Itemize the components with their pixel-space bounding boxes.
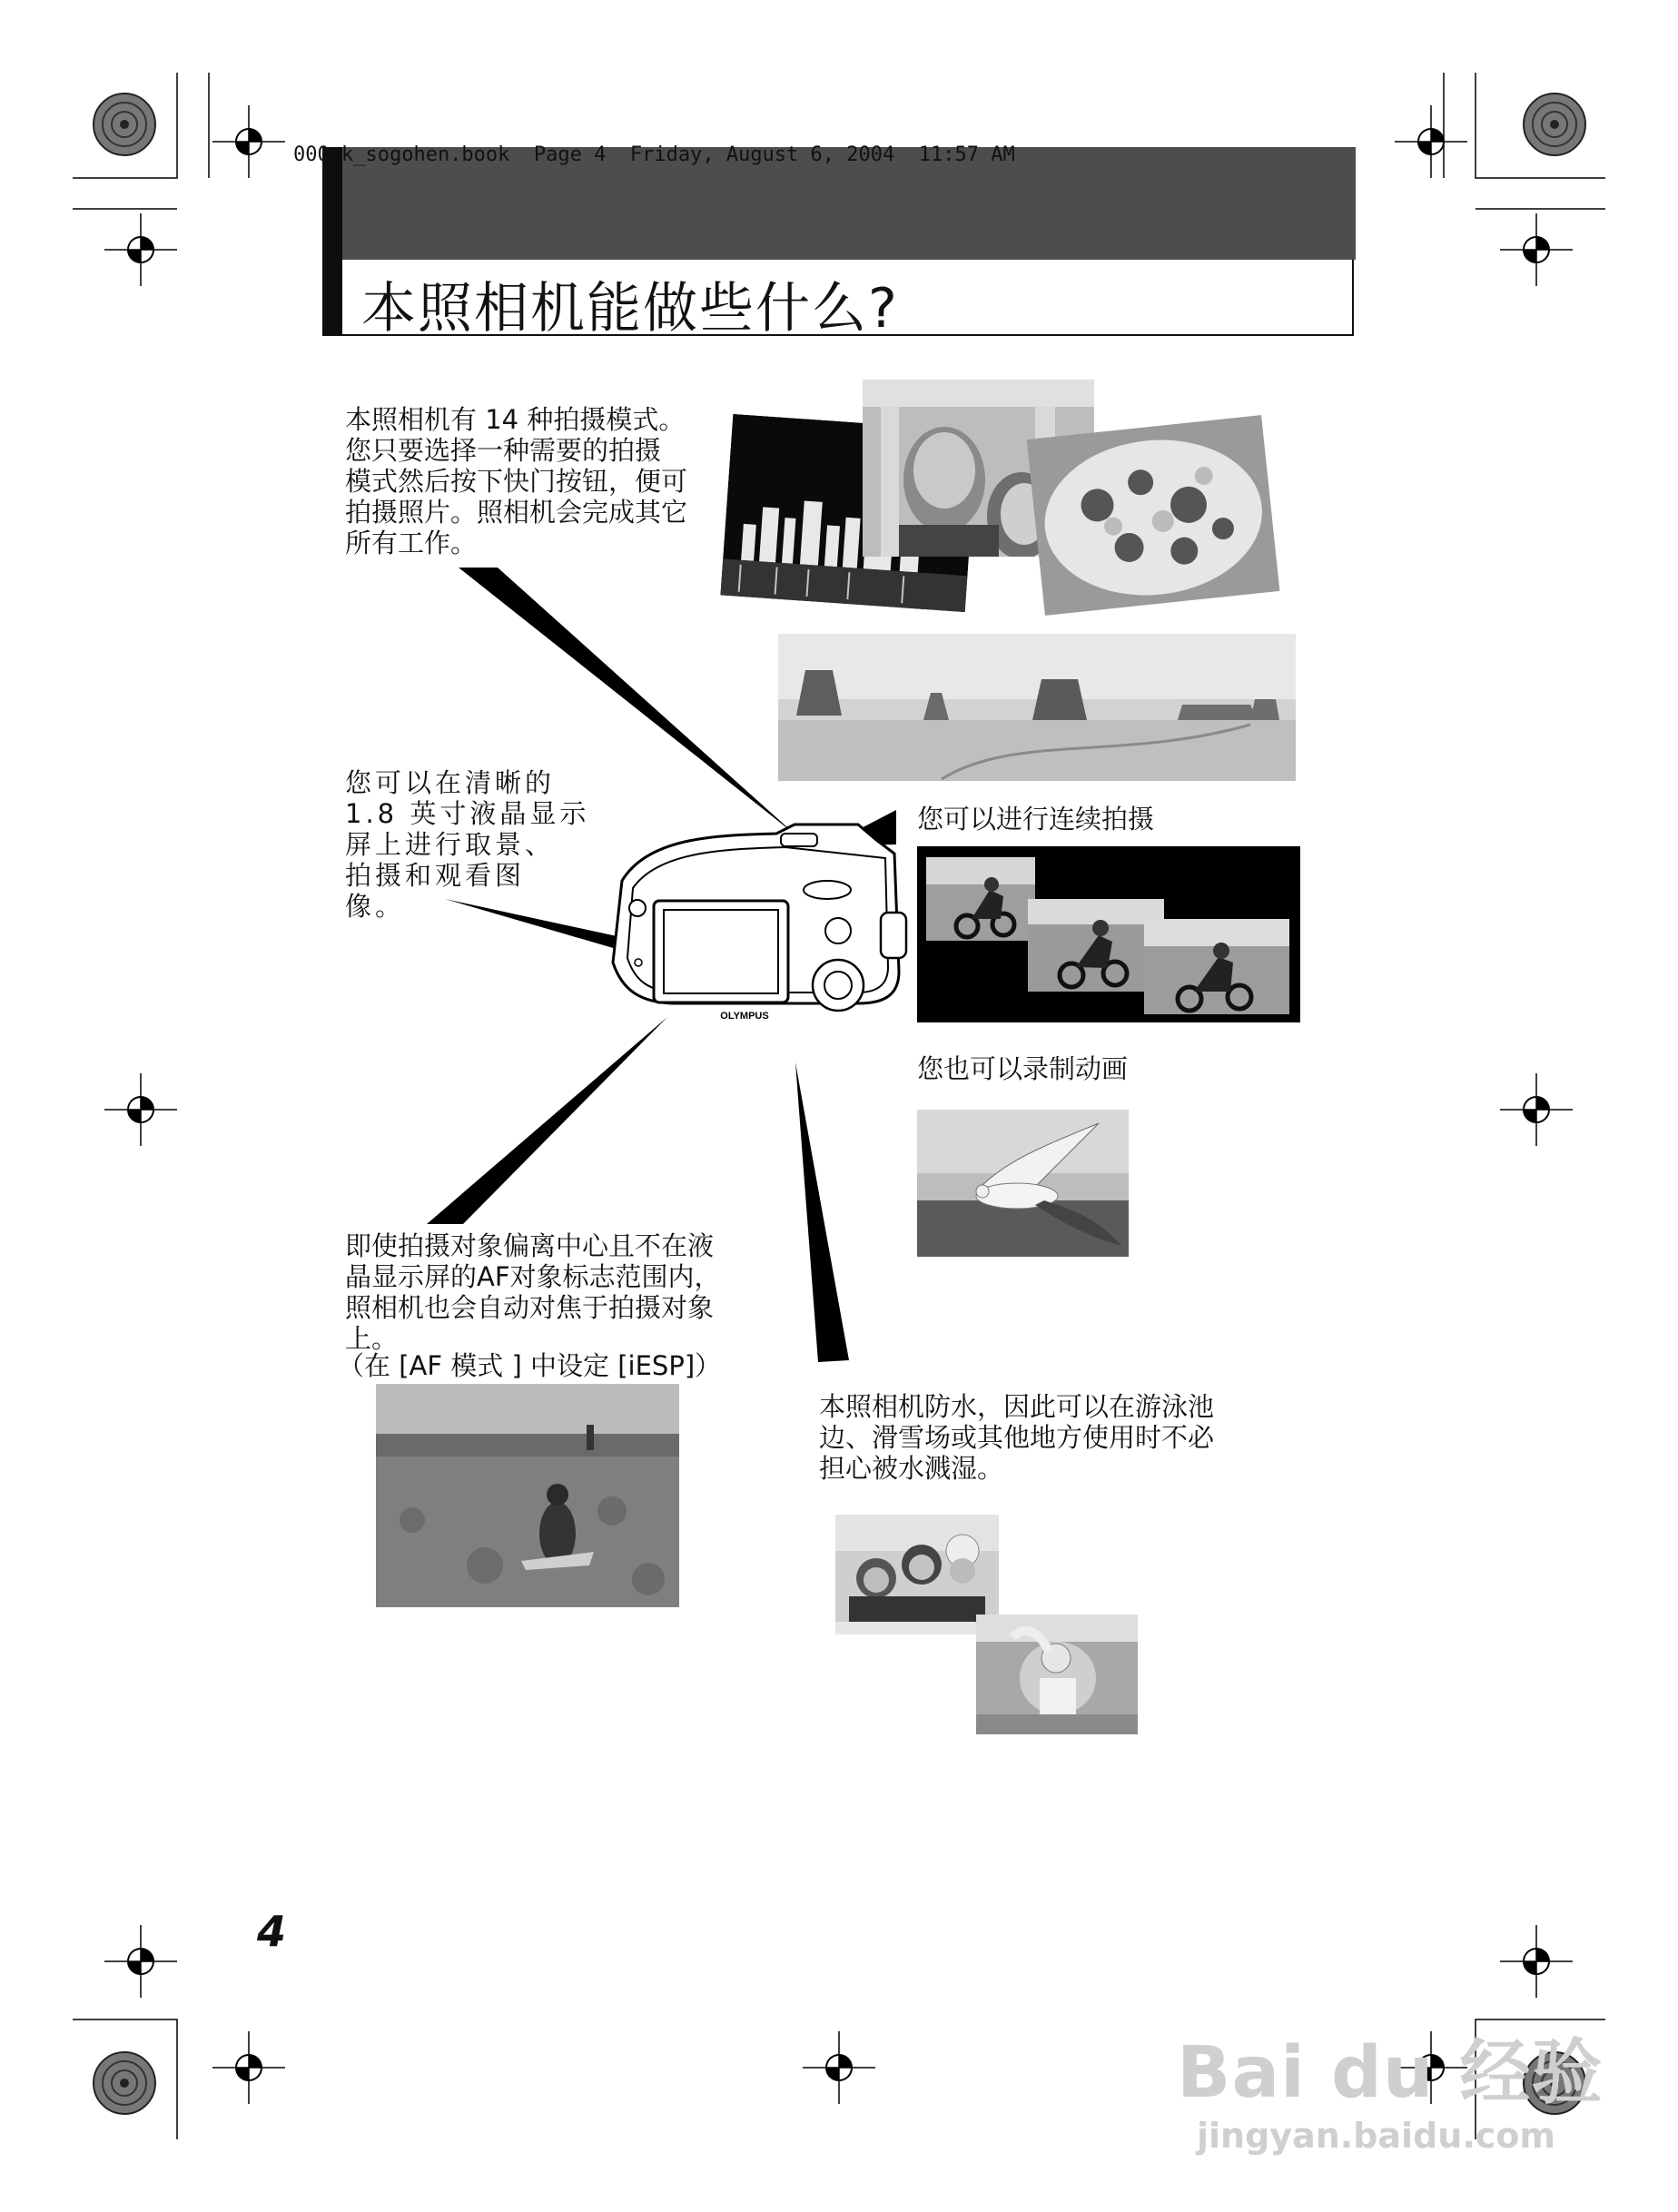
- sequence-frame-1: [926, 857, 1035, 941]
- movie-label: 您也可以录制动画: [917, 1053, 1129, 1084]
- sequential-label: 您可以进行连续拍摄: [917, 804, 1155, 834]
- sequential-photos-panel: [917, 846, 1300, 1022]
- book-file-line: 000_k_sogohen.book Page 4 Friday, August 6, 2004 11:57 AM: [293, 143, 1015, 166]
- af-description: 即使拍摄对象偏离中心且不在液 晶显示屏的AF对象标志范围内， 照相机也会自动对焦于拍摄对象 上。: [345, 1230, 721, 1354]
- panorama-desert-photo: [778, 634, 1296, 781]
- page-number: 4: [257, 1907, 287, 1956]
- pool-girl-photo: [976, 1615, 1138, 1734]
- food-photo: [1027, 415, 1280, 616]
- ski-children-photo: [835, 1515, 999, 1634]
- camera-back-illustration: [586, 817, 931, 1035]
- page-title: 本照相机能做些什么?: [361, 277, 899, 341]
- pointer-af: [427, 1017, 667, 1224]
- sequence-frame-2: [1028, 899, 1164, 992]
- waterproof-description: 本照相机防水，因此可以在游泳池 边、滑雪场或其他地方使用时不必 担心被水溅湿。: [819, 1391, 1215, 1484]
- af-setting-note: （在 [AF 模式 ] 中设定 [iESP]）: [338, 1350, 722, 1381]
- lcd-description: 您可以在清晰的 1.8 英寸液晶显示 屏上进行取景、 拍摄和观看图 像。: [345, 767, 590, 922]
- af-lawn-photo: [376, 1384, 679, 1607]
- baidu-jingyan-watermark-logo: Bai du 经验: [1177, 2032, 1604, 2114]
- modes-description: 本照相机有 14 种拍摄模式。 您只要选择一种需要的拍摄 模式然后按下快门按钮，便可 拍摄照片。照相机会完成其它 所有工作。: [345, 404, 688, 558]
- seagull-movie-photo: [917, 1110, 1129, 1257]
- sequence-frame-3: [1144, 919, 1289, 1014]
- camera-brand-text: OLYMPUS: [720, 1011, 769, 1022]
- baidu-jingyan-watermark-url: jingyan.baidu.com: [1197, 2116, 1555, 2156]
- pointer-waterproof: [795, 1062, 849, 1362]
